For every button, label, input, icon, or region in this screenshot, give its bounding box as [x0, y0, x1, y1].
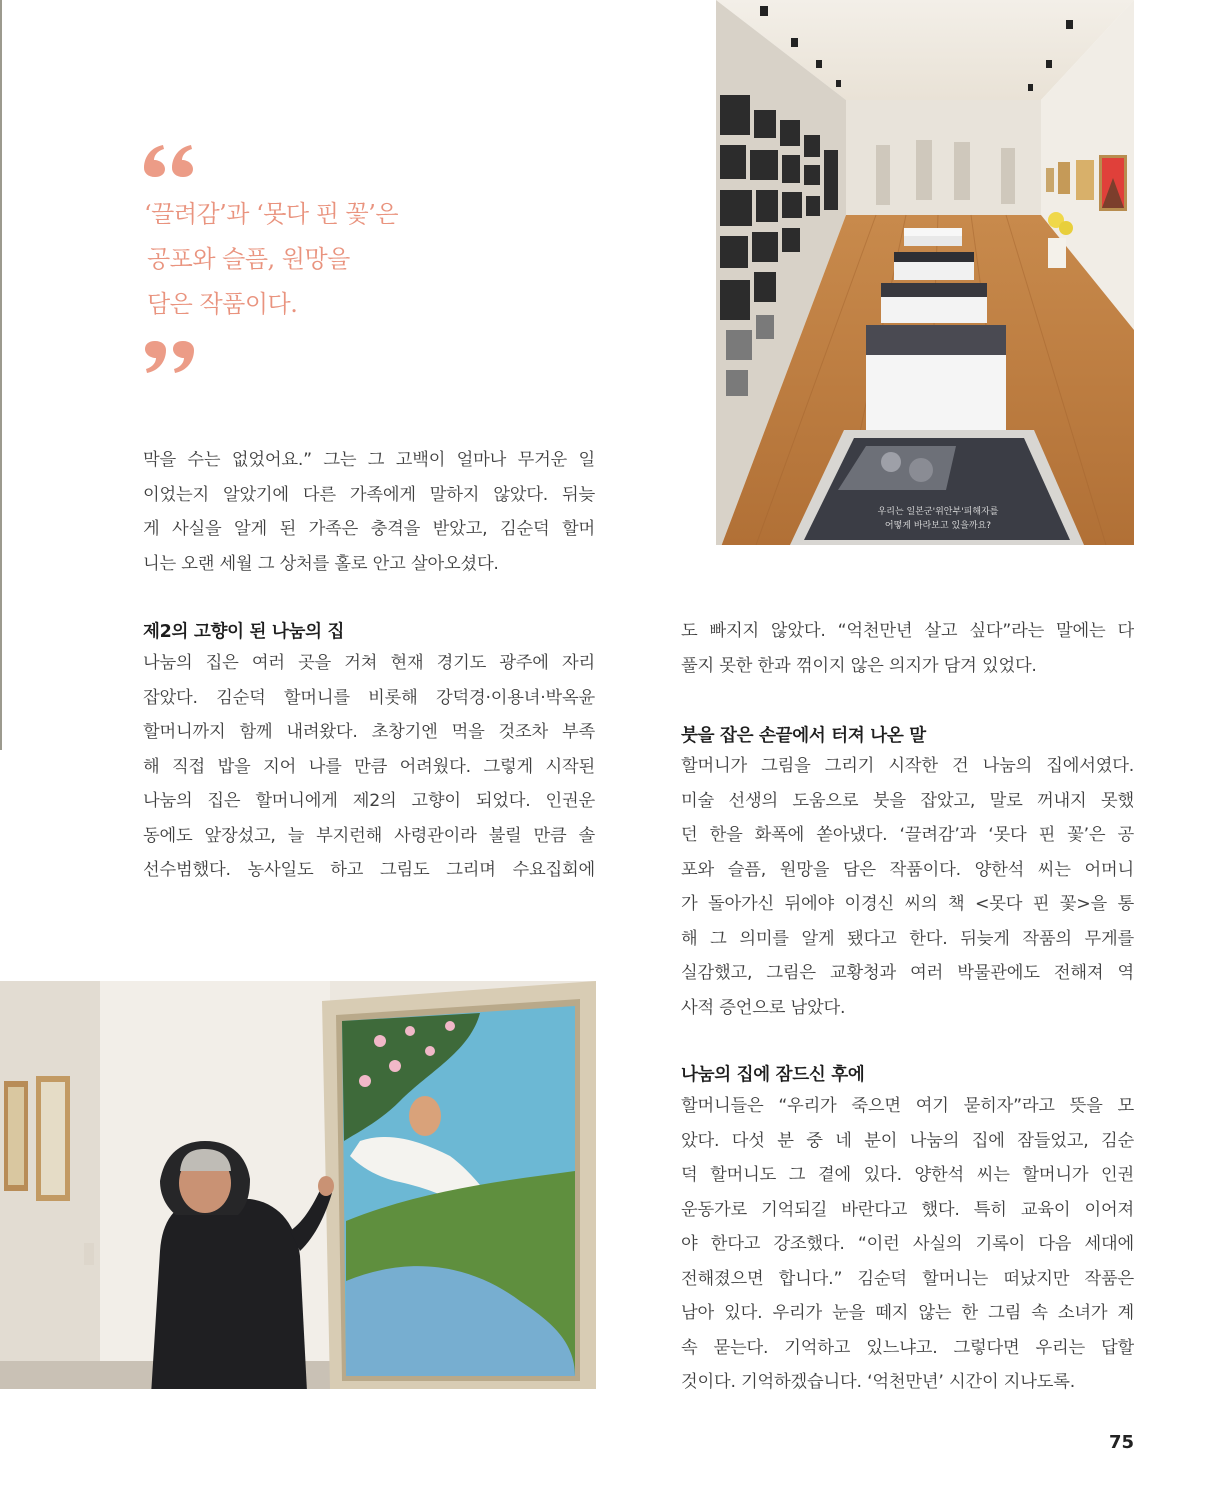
text-line: 던 한을 화폭에 쏟아냈다. ‘끌려감’과 ‘못다 핀 꽃’은 공 [681, 825, 1134, 845]
text-line: 속 묻는다. 기억하고 있느냐고. 그렇다면 우리는 답할 [681, 1337, 1134, 1358]
text-line: 야 한다고 강조했다. “이런 사실의 기록이 다음 세대에 [681, 1234, 1134, 1254]
text-line: 해 직접 밥을 지어 나를 만큼 어려웠다. 그렇게 시작된 [143, 756, 595, 777]
section-heading-rest: 나눔의 집에 잠드신 후에 [681, 1065, 865, 1085]
text-line: 이었는지 알았기에 다른 가족에게 말하지 않았다. 뒤늦 [143, 484, 595, 505]
text-line: 할머니까지 함께 내려왔다. 초창기엔 먹을 것조차 부족 [143, 722, 595, 742]
open-quote-icon [142, 142, 198, 178]
text-line: 덕 할머니도 그 곁에 있다. 양한석 씨는 할머니가 인권 [681, 1165, 1134, 1185]
text-line: 선수범했다. 농사일도 하고 그림도 그리며 수요집회에 [143, 860, 595, 880]
rest-paragraph [681, 1089, 1134, 1400]
text-line: 동에도 앞장섰고, 늘 부지런해 사령관이라 불릴 만큼 솔 [143, 825, 595, 846]
text-line: 운동가로 기억되길 바란다고 했다. 특히 교육이 이어져 [681, 1199, 1134, 1220]
text-line: 것이다. 기억하겠습니다. ‘억천만년’ 시간이 지나도록. [681, 1372, 1076, 1392]
text-line: 도 빠지지 않았다. “억천만년 살고 싶다”라는 말에는 다 [681, 621, 1134, 641]
pull-quote-line: ‘끌려감’과 ‘못다 핀 꽃’은 [144, 200, 399, 228]
text-line: 나눔의 집은 여러 곳을 거쳐 현재 경기도 광주에 자리 [143, 653, 595, 673]
text-line: 실감했고, 그림은 교황청과 여러 박물관에도 전해져 역 [681, 963, 1134, 983]
portrait-photo [0, 981, 596, 1389]
section-heading-hometown: 제2의 고향이 된 나눔의 집 [143, 622, 345, 642]
text-line: 나눔의 집은 할머니에게 제2의 고향이 되었다. 인권운 [143, 791, 595, 811]
text-line: 남아 있다. 우리가 눈을 떼지 않는 한 그림 속 소녀가 계 [681, 1303, 1134, 1323]
page-edge-line [0, 0, 2, 750]
text-line: 았다. 다섯 분 중 네 분이 나눔의 집에 잠들었고, 김순 [681, 1130, 1134, 1151]
floor-sign-line2: 어떻게 바라보고 있을까요? [884, 521, 992, 531]
text-line: 전해졌으면 합니다.” 김순덕 할머니는 떠났지만 작품은 [681, 1268, 1134, 1289]
floor-sign-line1: 우리는 일본군'위안부'피해자를 [877, 507, 999, 517]
hometown-paragraph [143, 646, 595, 888]
section-heading-brush: 붓을 잡은 손끝에서 터져 나온 말 [681, 726, 926, 746]
brush-paragraph [681, 749, 1134, 1025]
text-line: 사적 증언으로 남았다. [681, 997, 846, 1018]
gallery-illustration [716, 0, 1134, 545]
pull-quote-line: 담은 작품이다. [147, 290, 298, 318]
text-line: 풀지 못한 한과 꺾이지 않은 의지가 담겨 있었다. [681, 655, 1037, 676]
text-line: 니는 오랜 세월 그 상처를 홀로 안고 살아오셨다. [143, 553, 499, 574]
text-line: 막을 수는 없었어요.” 그는 그 고백이 얼마나 무거운 일 [143, 450, 595, 470]
text-line: 할머니가 그림을 그리기 시작한 건 나눔의 집에서였다. [681, 756, 1134, 776]
pull-quote [144, 192, 444, 327]
text-line: 포와 슬픔, 원망을 담은 작품이다. 양한석 씨는 어머니 [681, 859, 1134, 880]
continuation-paragraph [681, 614, 1134, 683]
pull-quote-line: 공포와 슬픔, 원망을 [147, 245, 350, 273]
close-quote-icon [142, 340, 198, 376]
text-line: 가 돌아가신 뒤에야 이경신 씨의 책 <못다 핀 꽃>을 통 [681, 894, 1134, 914]
text-line: 할머니들은 “우리가 죽으면 여기 묻히자”라고 뜻을 모 [681, 1096, 1134, 1116]
intro-paragraph [143, 443, 595, 581]
page-number: 75 [1108, 1432, 1134, 1453]
text-line: 잡았다. 김순덕 할머니를 비롯해 강덕경·이용녀·박옥윤 [143, 687, 595, 708]
portrait-illustration [0, 981, 596, 1389]
text-line: 해 그 의미를 알게 됐다고 한다. 뒤늦게 작품의 무게를 [681, 928, 1134, 949]
text-line: 미술 선생의 도움으로 붓을 잡았고, 말로 꺼내지 못했 [681, 790, 1134, 811]
text-line: 게 사실을 알게 된 가족은 충격을 받았고, 김순덕 할머 [143, 519, 595, 539]
gallery-photo [716, 0, 1134, 545]
